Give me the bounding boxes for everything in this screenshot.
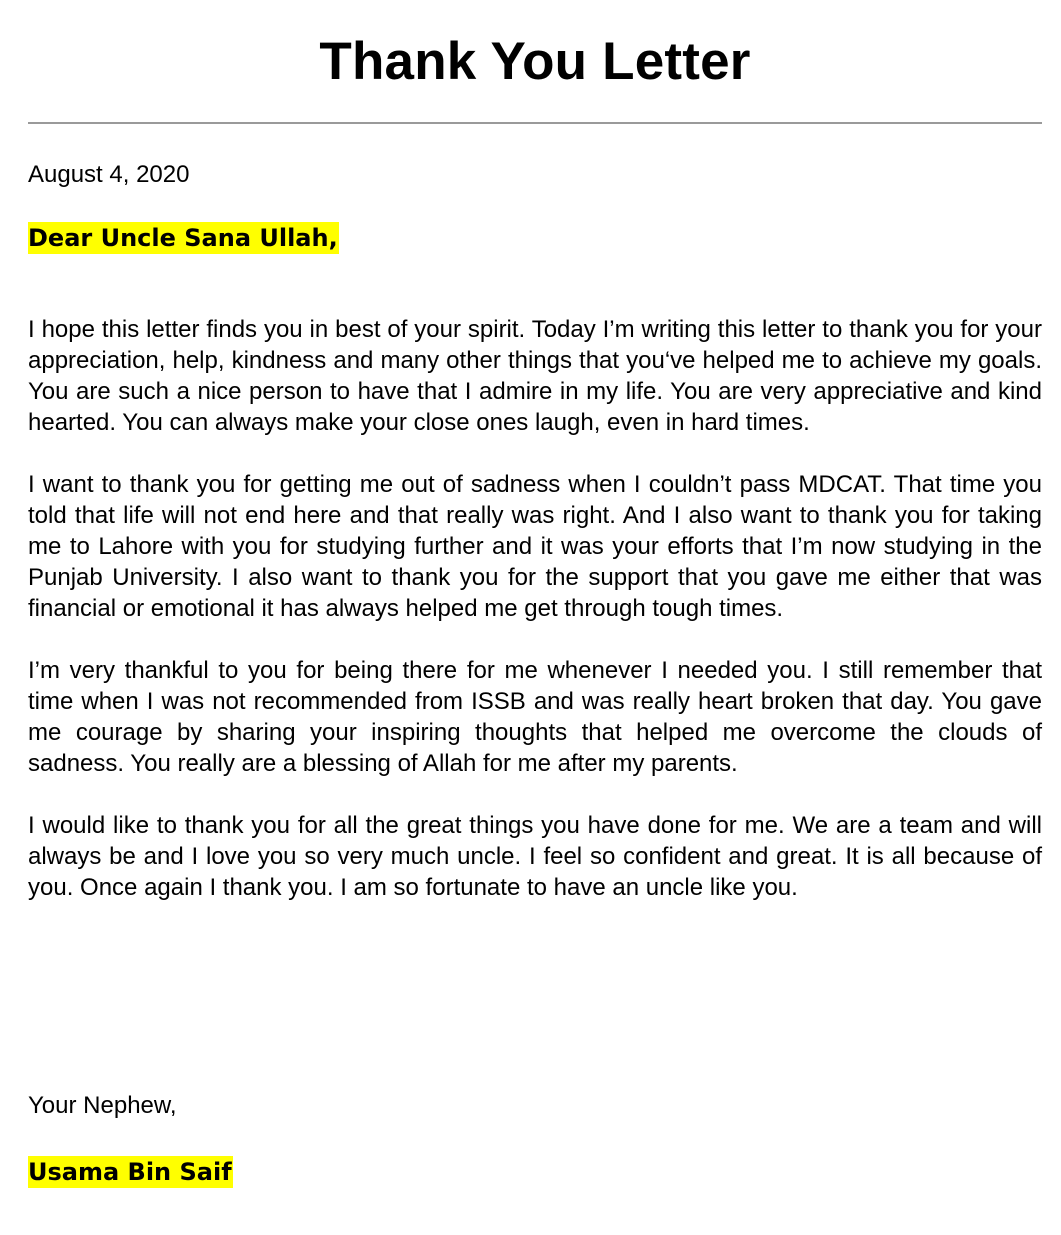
title-divider bbox=[28, 122, 1042, 124]
letter-date: August 4, 2020 bbox=[28, 161, 190, 188]
closing: Your Nephew, bbox=[28, 1092, 177, 1119]
body-paragraph-2: I want to thank you for getting me out of sadness when I couldn’t pass MDCAT. That time you told that life will not end here and that really was right. And I also want to thank you for taking me to Lahore with you for studying further and it was your efforts that I’m now studying in the Punjab University. I also want to thank you for the support that you gave me either that was financial or emotional it has always helped me get through tough times. bbox=[28, 471, 1042, 622]
salutation: Dear Uncle Sana Ullah, bbox=[28, 224, 338, 252]
signature: Usama Bin Saif bbox=[28, 1158, 232, 1186]
page-title: Thank You Letter bbox=[319, 32, 751, 91]
body-paragraph-4: I would like to thank you for all the great things you have done for me. We are a team and will always be and I love you so very much uncle. I feel so confident and great. It is all because of you. Once again I thank you. I am so fortunate to have an uncle like you. bbox=[28, 812, 1042, 901]
letter-body bbox=[28, 314, 1042, 934]
body-paragraph-1: I hope this letter finds you in best of your spirit. Today I’m writing this letter to thank you for your appreciation, help, kindness and many other things that you‘ve helped me to achieve my goals. You are such a nice person to have that I admire in my life. You are very appreciative and kind hearted. You can always make your close ones laugh, even in hard times. bbox=[28, 316, 1042, 436]
body-paragraph-3: I’m very thankful to you for being there for me whenever I needed you. I still remember that time when I was not recommended from ISSB and was really heart broken that day. You gave me courage by sharing your inspiring thoughts that helped me overcome the clouds of sadness. You really are a blessing of Allah for me after my parents. bbox=[28, 657, 1042, 777]
